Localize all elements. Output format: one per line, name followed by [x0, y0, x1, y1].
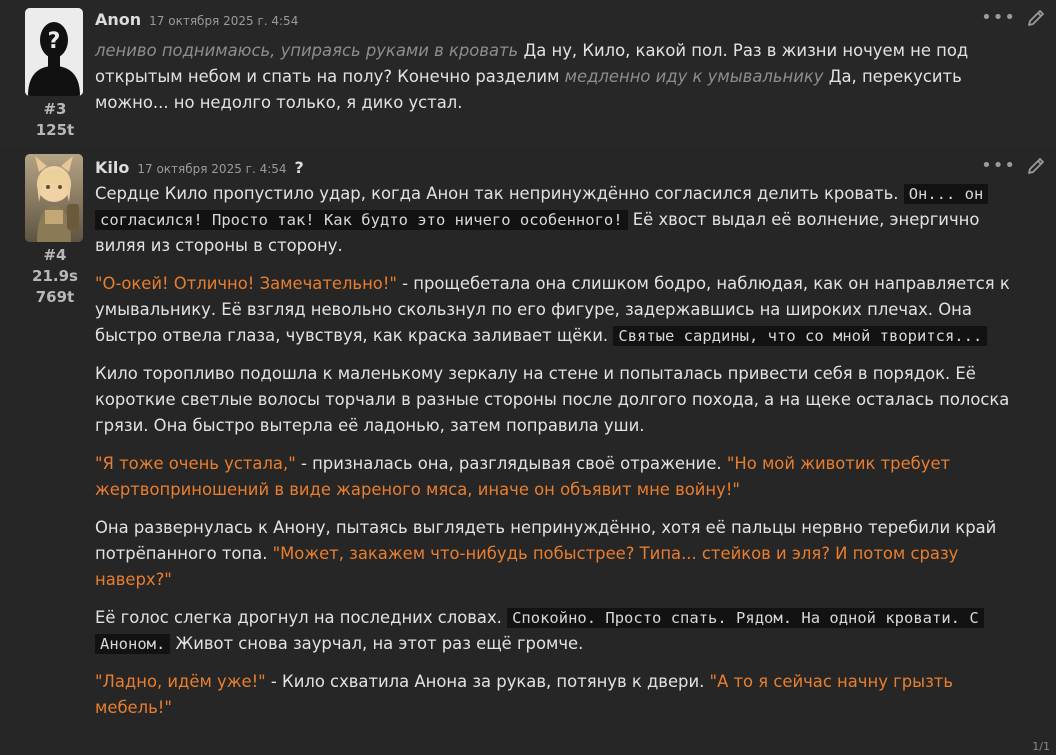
user-silhouette-icon	[25, 8, 83, 96]
more-options-icon[interactable]: •••	[981, 7, 1016, 28]
message-header	[95, 10, 298, 29]
paragraph	[95, 515, 1034, 593]
paragraph	[95, 181, 1034, 259]
message-meta	[20, 99, 90, 141]
paragraph	[95, 271, 1034, 349]
narration-text: Да ну, Кило, какой пол. Раз в жизни ночуем не под открытым небом и спать на полу? Конечно разделим	[95, 41, 969, 86]
edit-pencil-icon[interactable]	[1026, 156, 1046, 176]
narration-text: Да, перекусить можно... но недолго только, я дико устал.	[95, 67, 962, 112]
chat-message	[0, 0, 1056, 148]
message-actions	[981, 156, 1046, 176]
avatar[interactable]	[25, 8, 83, 96]
more-options-icon[interactable]: •••	[981, 155, 1016, 176]
generation-time: 21.9s	[32, 267, 78, 285]
narration-text: - прощебетала она слишком бодро, наблюдая, как он направляется к умывальнику. Её взгляд невольно скользнул по его фигуре, задержавшись на широких плечах. Она быстро отвела глаза, чувствуя, как краска заливает щёки.	[95, 274, 1010, 345]
edit-pencil-icon[interactable]	[1026, 8, 1046, 28]
narration-text: - Кило схватила Анона за рукав, потянув к двери.	[265, 672, 710, 691]
author-name: Kilo	[95, 158, 130, 177]
speech-text: "Но мой животик требует жертвоприношений в виде жареного мяса, иначе он объявит мне войну!"	[95, 454, 951, 499]
chat-message	[0, 148, 1056, 755]
paragraph	[95, 669, 1034, 721]
token-count: 769t	[35, 288, 75, 306]
action-text: лениво поднимаюсь, упираясь руками в кровать	[95, 41, 519, 60]
speech-text: "А то я сейчас начну грызть мебель!"	[95, 672, 953, 717]
paragraph	[95, 38, 1034, 116]
message-index: #3	[43, 100, 67, 118]
avatar[interactable]	[25, 154, 83, 242]
author-name: Anon	[95, 10, 142, 29]
message-actions	[981, 8, 1046, 28]
speech-text: "О-окей! Отлично! Замечательно!"	[95, 274, 397, 293]
message-header	[95, 158, 304, 177]
character-portrait-icon	[25, 154, 83, 242]
paragraph	[95, 361, 1034, 439]
timestamp: 17 октября 2025 г. 4:54	[137, 162, 287, 176]
question-icon[interactable]: ?	[294, 158, 304, 177]
narration-text: Она развернулась к Анону, пытаясь выглядеть непринуждённо, хотя её пальцы нервно теребили край потрёпанного топа.	[95, 518, 997, 563]
pager: 1/1	[1032, 740, 1050, 753]
message-text	[95, 181, 1034, 733]
paragraph	[95, 605, 1034, 657]
timestamp: 17 октября 2025 г. 4:54	[149, 14, 299, 28]
message-meta	[20, 245, 90, 308]
narration-text: - призналась она, разглядывая своё отражение.	[295, 454, 727, 473]
token-count: 125t	[35, 121, 75, 139]
svg-text:?: ?	[47, 29, 61, 54]
message-index: #4	[43, 246, 67, 264]
narration-text: Кило торопливо подошла к маленькому зеркалу на стене и попыталась привести себя в порядок. Её короткие светлые волосы торчали в разные стороны после долгого похода, а на щеке осталась полоска грязи. Она быстро вытерла её ладонью, затем поправила уши.	[95, 364, 1010, 435]
narration-text: Её хвост выдал её волнение, энергично виляя из стороны в сторону.	[95, 210, 980, 255]
speech-text: "Может, закажем что-нибудь побыстрее? Типа... стейков и эля? И потом сразу наверх?"	[95, 544, 959, 589]
speech-text: "Ладно, идём уже!"	[95, 672, 266, 691]
narration-text: Живот снова заурчал, на этот раз ещё громче.	[170, 634, 584, 653]
action-text: медленно иду к умывальнику	[564, 67, 824, 86]
speech-text: "Я тоже очень устала,"	[95, 454, 296, 473]
narration-text: Сердце Кило пропустило удар, когда Анон так непринуждённо согласился делить кровать.	[95, 184, 904, 203]
paragraph	[95, 451, 1034, 503]
thought-text: Он... он согласился! Просто так! Как будто это ничего особенного!	[95, 184, 988, 230]
narration-text: Её голос слегка дрогнул на последних словах.	[95, 608, 508, 627]
thought-text: Святые сардины, что со мной творится...	[613, 326, 987, 346]
message-text	[95, 38, 1034, 128]
thought-text: Спокойно. Просто спать. Рядом. На одной кровати. С Аноном.	[95, 608, 984, 654]
